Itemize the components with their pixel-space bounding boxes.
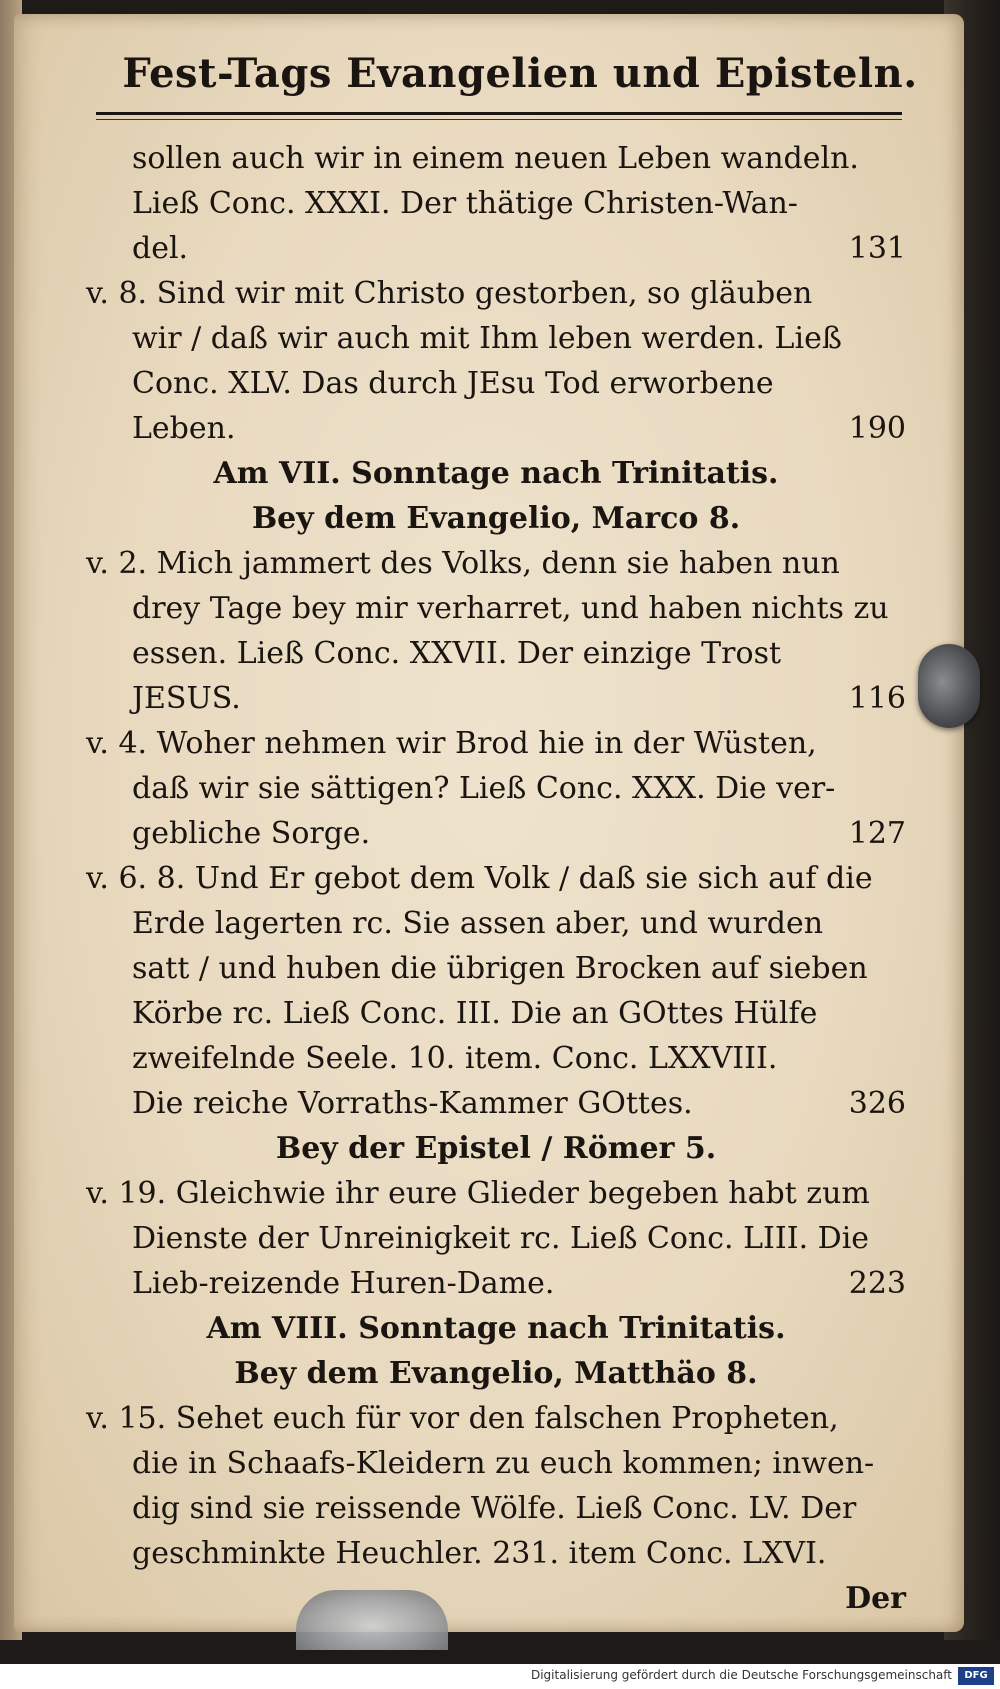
footer-credit: Digitalisierung gefördert durch die Deutsche Forschungsgemeinschaft [530,1668,952,1682]
line-text: Körbe rc. Ließ Conc. III. Die an GOttes Hülfe [132,996,818,1031]
text-line [86,766,906,811]
text-line [86,1171,906,1216]
line-text: Conc. XLV. Das durch JEsu Tod erworbene [132,366,774,401]
page-reference-number: 190 [848,411,906,446]
line-text: v. 8. Sind wir mit Christo gestorben, so gläuben [86,276,813,311]
line-text: essen. Ließ Conc. XXVII. Der einzige Trost [132,636,782,671]
line-text: drey Tage bey mir verharret, und haben nichts zu [132,591,889,626]
line-text: Bey dem Evangelio, Matthäo 8. [234,1356,758,1391]
text-line [86,1126,906,1171]
line-text: del. [132,231,189,266]
line-text: Am VII. Sonntage nach Trinitatis. [213,456,779,491]
line-text: v. 2. Mich jammert des Volks, denn sie haben nun [86,546,840,581]
text-line [86,316,906,361]
text-line [86,901,906,946]
text-line [86,1486,906,1531]
line-text: daß wir sie sättigen? Ließ Conc. XXX. Die ver- [132,771,836,806]
text-line [86,226,906,271]
text-line [86,631,906,676]
running-header: Fest-Tags Evangelien und Episteln. [122,50,918,97]
text-line [86,1081,906,1126]
text-line [86,451,906,496]
line-text: dig sind sie reissende Wölfe. Ließ Conc. LV. Der [132,1491,857,1526]
text-line [86,1216,906,1261]
text-line [86,541,906,586]
text-line [86,496,906,541]
line-text: JESUS. [132,681,241,716]
dfg-logo: DFG [958,1667,994,1685]
line-text: zweifelnde Seele. 10. item. Conc. LXXVIII. [132,1041,778,1076]
text-line [86,1396,906,1441]
line-text: geschminkte Heuchler. 231. item Conc. LXVI. [132,1536,827,1571]
text-line [86,721,906,766]
line-text: Leben. [132,411,236,446]
line-text: v. 6. 8. Und Er gebot dem Volk / daß sie sich auf die [86,861,873,896]
line-text: wir / daß wir auch mit Ihm leben werden. Ließ [132,321,842,356]
text-line [86,136,906,181]
line-text: Bey der Epistel / Römer 5. [275,1131,717,1166]
line-text: Lieb-reizende Huren-Dame. [132,1266,555,1301]
line-text: Dienste der Unreinigkeit rc. Ließ Conc. LIII. Die [132,1221,870,1256]
text-line [86,1441,906,1486]
text-line [86,676,906,721]
text-line [86,1261,906,1306]
text-line [86,1531,906,1576]
page-text [86,136,906,1621]
text-line [86,856,906,901]
line-text: Bey dem Evangelio, Marco 8. [251,501,741,536]
text-line [86,181,906,226]
text-line [86,586,906,631]
line-text: Der [845,1581,906,1616]
text-line [86,811,906,856]
line-text: v. 4. Woher nehmen wir Brod hie in der Wüsten, [86,726,817,761]
line-text: sollen auch wir in einem neuen Leben wandeln. [132,141,859,176]
page-reference-number: 127 [848,816,906,851]
page-clip [918,644,980,728]
line-text: v. 19. Gleichwie ihr eure Glieder begeben habt zum [86,1176,870,1211]
text-line [86,406,906,451]
page-reference-number: 116 [848,681,906,716]
page-reference-number: 326 [848,1086,906,1121]
footer-bar [0,1664,1000,1689]
text-line [86,946,906,991]
text-line [86,1576,906,1621]
text-line [86,1351,906,1396]
text-line [86,1036,906,1081]
page-reference-number: 223 [848,1266,906,1301]
page-reference-number: 131 [848,231,906,266]
text-line [86,1306,906,1351]
line-text: satt / und huben die übrigen Brocken auf sieben [132,951,868,986]
text-line [86,991,906,1036]
line-text: Ließ Conc. XXXI. Der thätige Christen-Wan- [132,186,798,221]
text-line [86,271,906,316]
header-rule-thin [96,119,902,120]
line-text: Am VIII. Sonntage nach Trinitatis. [206,1311,786,1346]
line-text: v. 15. Sehet euch für vor den falschen Propheten, [86,1401,839,1436]
line-text: gebliche Sorge. [132,816,371,851]
text-line [86,361,906,406]
line-text: Die reiche Vorraths-Kammer GOttes. [132,1086,693,1121]
line-text: Erde lagerten rc. Sie assen aber, und wurden [132,906,824,941]
line-text: die in Schaafs-Kleidern zu euch kommen; inwen- [132,1446,875,1481]
